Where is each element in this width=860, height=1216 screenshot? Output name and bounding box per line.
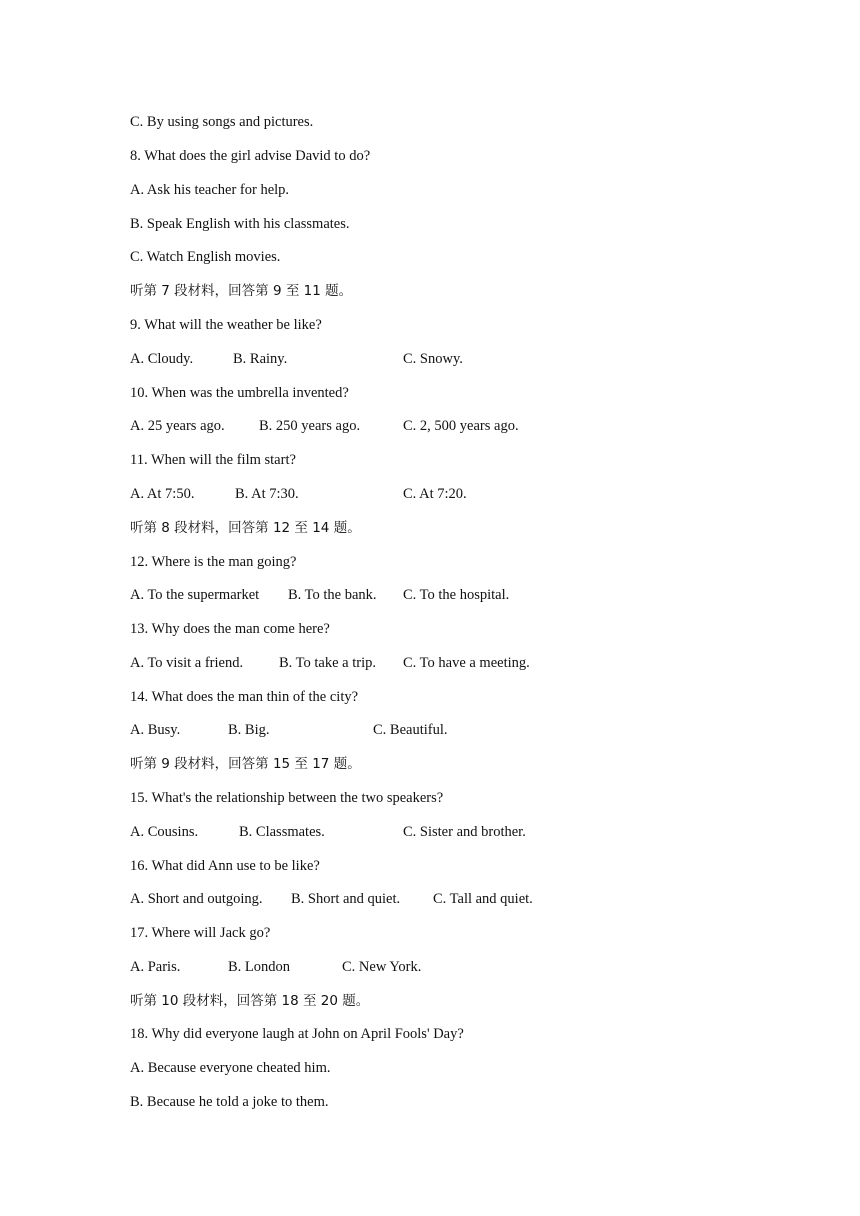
options-14: [130, 720, 730, 740]
option-12b: B. To the bank.: [288, 587, 377, 603]
option-17b: B. London: [228, 959, 291, 975]
question-18: 18. Why did everyone laugh at John on April Fools' Day?: [130, 1026, 464, 1042]
option-14b: B. Big.: [228, 722, 270, 738]
question-12: 12. Where is the man going?: [130, 554, 297, 570]
option-10c: C. 2, 500 years ago.: [403, 418, 519, 434]
options-16: [130, 889, 730, 909]
question-10: 10. When was the umbrella invented?: [130, 385, 349, 401]
question-16: 16. What did Ann use to be like?: [130, 858, 320, 874]
question-11: 11. When will the film start?: [130, 452, 296, 468]
option-9b: B. Rainy.: [233, 351, 288, 367]
option-11b: B. At 7:30.: [235, 486, 299, 502]
option-11c: C. At 7:20.: [403, 486, 467, 502]
option-13a: A. To visit a friend.: [130, 655, 244, 671]
option-15b: B. Classmates.: [239, 824, 325, 840]
options-10: [130, 416, 730, 436]
section-instruction-8: 听第 8 段材料，回答第 12 至 14 题。: [130, 520, 361, 536]
option-16a: A. Short and outgoing.: [130, 891, 263, 907]
options-15: [130, 822, 730, 842]
option-12c: C. To the hospital.: [403, 587, 510, 603]
option-11a: A. At 7:50.: [130, 486, 195, 502]
options-9: [130, 349, 730, 369]
question-17: 17. Where will Jack go?: [130, 925, 271, 941]
question-9: 9. What will the weather be like?: [130, 317, 322, 333]
section-instruction-10: 听第 10 段材料，回答第 18 至 20 题。: [130, 993, 370, 1009]
question-15: 15. What's the relationship between the two speakers?: [130, 790, 444, 806]
option-16c: C. Tall and quiet.: [433, 891, 533, 907]
section-instruction-9: 听第 9 段材料，回答第 15 至 17 题。: [130, 756, 361, 772]
option-18a: A. Because everyone cheated him.: [130, 1060, 331, 1076]
options-13: [130, 653, 730, 673]
option-8a: A. Ask his teacher for help.: [130, 182, 290, 198]
options-12: [130, 585, 730, 605]
option-9a: A. Cloudy.: [130, 351, 194, 367]
option-7c: C. By using songs and pictures.: [130, 114, 314, 130]
option-14c: C. Beautiful.: [373, 722, 448, 738]
question-13: 13. Why does the man come here?: [130, 621, 330, 637]
option-8c: C. Watch English movies.: [130, 249, 281, 265]
option-12a: A. To the supermarket: [130, 587, 260, 603]
section-instruction-7: 听第 7 段材料，回答第 9 至 11 题。: [130, 283, 353, 299]
option-15a: A. Cousins.: [130, 824, 199, 840]
option-13b: B. To take a trip.: [279, 655, 376, 671]
option-13c: C. To have a meeting.: [403, 655, 530, 671]
question-14: 14. What does the man thin of the city?: [130, 689, 359, 705]
option-10a: A. 25 years ago.: [130, 418, 225, 434]
option-15c: C. Sister and brother.: [403, 824, 526, 840]
option-17a: A. Paris.: [130, 959, 181, 975]
option-17c: C. New York.: [342, 959, 422, 975]
question-8: 8. What does the girl advise David to do?: [130, 148, 371, 164]
option-8b: B. Speak English with his classmates.: [130, 216, 350, 232]
option-9c: C. Snowy.: [403, 351, 463, 367]
option-10b: B. 250 years ago.: [259, 418, 361, 434]
options-11: [130, 484, 730, 504]
option-18b: B. Because he told a joke to them.: [130, 1094, 329, 1110]
option-14a: A. Busy.: [130, 722, 181, 738]
option-16b: B. Short and quiet.: [291, 891, 401, 907]
options-17: [130, 957, 730, 977]
